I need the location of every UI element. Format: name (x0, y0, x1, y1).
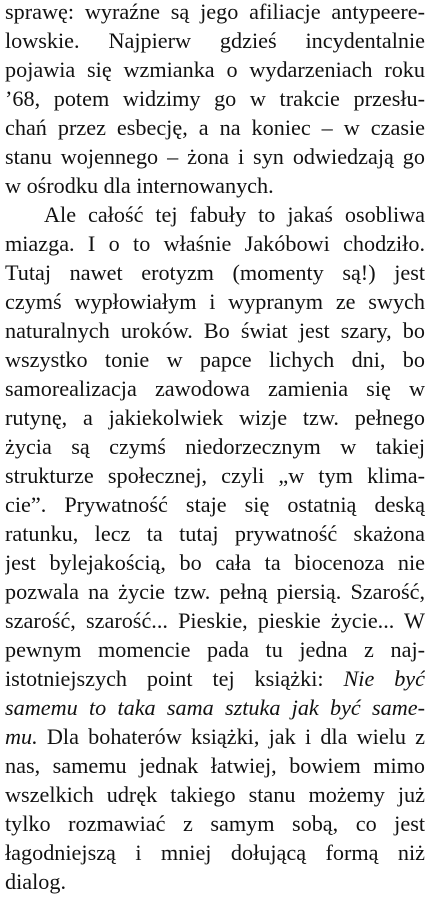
text-line: strukturze społecznej, czyli „w tym klima- (5, 463, 425, 488)
text-line: czymś wypłowiałym i wypranym ze swych (5, 289, 425, 314)
quote-text: samemu to taka sama sztuka jak być same- (5, 695, 425, 720)
text-line (5, 664, 425, 693)
text-line: chań przez esbecję, a na koniec – w czasie (5, 115, 425, 140)
text-line: rutynę, a jakiekolwiek wizje tzw. pełnego (5, 405, 425, 430)
text-line: ’68, potem widzimy go w trakcie przesłu- (5, 86, 425, 111)
text-line: pojawia się wzmianka o wydarzeniach roku (5, 57, 425, 82)
text-line: łagodniejszą i mniej dołującą formą niż (5, 840, 425, 865)
text-line: życia są czymś niedorzecznym w takiej (5, 434, 425, 459)
text-run: Dla bohaterów książki, jak i dla wielu z (37, 724, 425, 749)
text-line: szarość, szarość... Pieskie, pieskie życie... W (5, 608, 425, 633)
text-line: w ośrodku dla internowanych. (5, 173, 274, 198)
text-line: miazga. I o to właśnie Jakóbowi chodziło. (5, 231, 425, 256)
text-line: naturalnych uroków. Bo świat jest szary, bo (5, 318, 425, 343)
text-line: nas, samemu jednak łatwiej, bowiem mimo (5, 753, 425, 778)
text-line: wszystko tonie w papce lichych dni, bo (5, 347, 425, 372)
quote-text: mu. (5, 724, 38, 749)
text-run: istotniejszych point tej książki: (5, 666, 344, 691)
text-line: ratunku, lecz ta tutaj prywatność skażona (5, 521, 425, 546)
quote-text: Nie być (343, 666, 425, 691)
text-line (5, 693, 425, 722)
text-line: lowskie. Najpierw gdzieś incydentalnie (5, 28, 425, 53)
text-line: wszelkich udręk takiego stanu możemy już (5, 782, 425, 807)
text-line: samorealizacja zawodowa zamienia się w (5, 376, 425, 401)
text-line: tylko rozmawiać z samym sobą, co jest (5, 811, 425, 836)
text-line: jest bylejakością, bo cała ta biocenoza nie (5, 550, 425, 575)
text-line: pewnym momencie pada tu jedna z naj- (5, 637, 425, 662)
text-line: sprawę: wyraźne są jego afiliacje antypeere- (5, 0, 425, 24)
text-line: cie”. Prywatność staje się ostatnią deską (5, 492, 425, 517)
text-line (5, 722, 425, 751)
text-line: pozwala na życie tzw. pełną piersią. Szarość, (5, 579, 425, 604)
text-line: stanu wojennego – żona i syn odwiedzają go (5, 144, 425, 169)
text-line: dialog. (5, 869, 67, 894)
text-line-indented: Ale całość tej fabuły to jakaś osobliwa (44, 202, 425, 227)
text-line: Tutaj nawet erotyzm (momenty są!) jest (5, 260, 425, 285)
